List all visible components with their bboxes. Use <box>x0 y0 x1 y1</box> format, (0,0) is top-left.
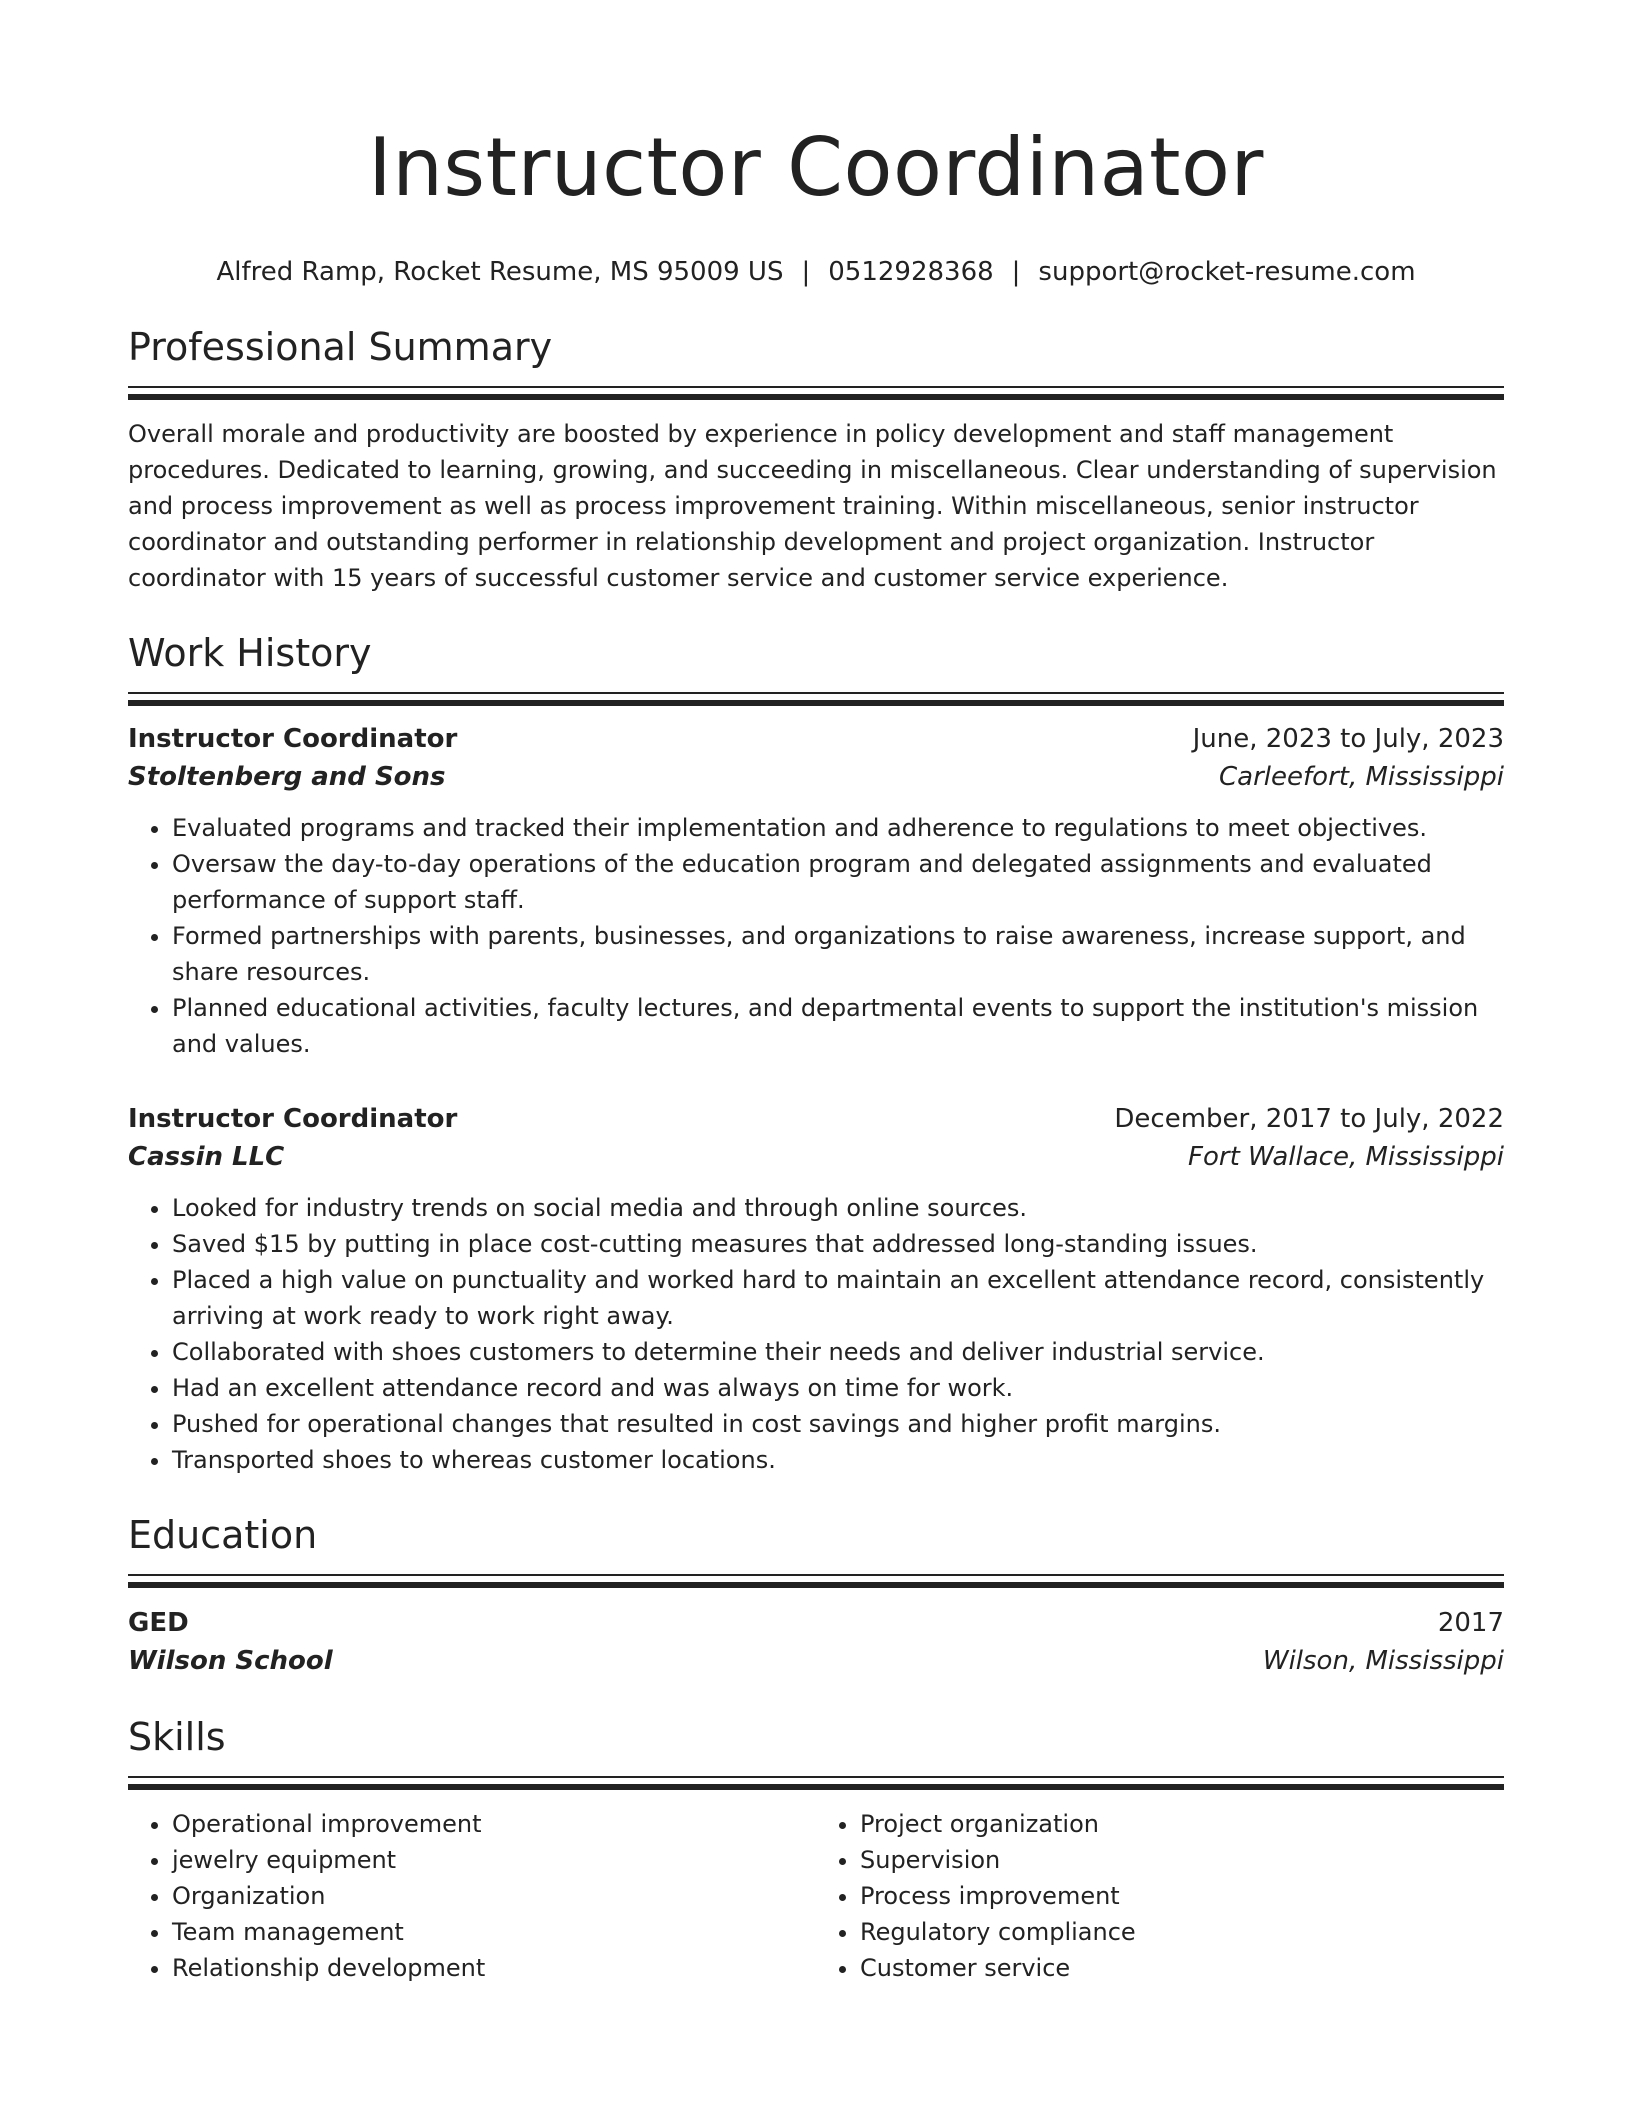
skills-column-left <box>128 1806 816 1986</box>
job-entry <box>128 1100 1504 1478</box>
education-school: Wilson School <box>128 1646 333 1676</box>
list-item: • jewelry equipment <box>172 1842 816 1878</box>
contact-email: support@rocket-resume.com <box>1038 257 1416 287</box>
job-entry <box>128 720 1504 1062</box>
skills-heading: Skills <box>128 1715 226 1759</box>
education-location: Wilson, Mississippi <box>1262 1646 1504 1676</box>
skills-section <box>128 1712 1504 1986</box>
job-location: Carleefort, Mississippi <box>1219 762 1504 792</box>
list-item: • Relationship development <box>172 1950 816 1986</box>
education-year: 2017 <box>1437 1608 1504 1638</box>
list-item: • Customer service <box>860 1950 1504 1986</box>
job-bullets <box>128 810 1504 1062</box>
list-item: • Saved $15 by putting in place cost-cutting measures that addressed long-standing issues. <box>172 1226 1504 1262</box>
list-item: • Project organization <box>860 1806 1504 1842</box>
list-item: • Pushed for operational changes that resulted in cost savings and higher profit margins. <box>172 1406 1504 1442</box>
list-item: • Evaluated programs and tracked their implementation and adherence to regulations to meet objectives. <box>172 810 1504 846</box>
section-divider <box>128 386 1504 400</box>
work-section <box>128 628 1504 1478</box>
list-item: • Oversaw the day-to-day operations of the education program and delegated assignments and evaluated performance of support staff. <box>172 846 1504 918</box>
section-divider <box>128 1574 1504 1588</box>
list-item: • Looked for industry trends on social media and through online sources. <box>172 1190 1504 1226</box>
list-item: • Operational improvement <box>172 1806 816 1842</box>
list-item: • Supervision <box>860 1842 1504 1878</box>
skills-column-right <box>816 1806 1504 1986</box>
list-item: • Had an excellent attendance record and was always on time for work. <box>172 1370 1504 1406</box>
section-divider <box>128 1776 1504 1790</box>
summary-text: Overall morale and productivity are boosted by experience in policy development and staff management procedures. Dedicated to learning, growing, and succeeding in miscellaneous. Clear understanding of supervision and process improvement as well as process improvement training. Within miscellaneous, senior instructor coordinator and outstanding performer in relationship development and project organization. Instructor coordinator with 15 years of successful customer service and customer service experience. <box>128 420 1497 592</box>
list-item: • Collaborated with shoes customers to determine their needs and deliver industrial service. <box>172 1334 1504 1370</box>
list-item: • Regulatory compliance <box>860 1914 1504 1950</box>
job-title: Instructor Coordinator <box>128 724 458 754</box>
skills-list <box>128 1806 1504 1986</box>
contact-separator: | <box>1011 257 1021 287</box>
contact-line <box>128 254 1504 290</box>
job-bullets <box>128 1190 1504 1478</box>
contact-address: Alfred Ramp, Rocket Resume, MS 95009 US <box>216 257 784 287</box>
section-divider <box>128 692 1504 706</box>
summary-heading: Professional Summary <box>128 325 553 369</box>
list-item: • Placed a high value on punctuality and worked hard to maintain an excellent attendance record, consistently arriving at work ready to work right away. <box>172 1262 1504 1334</box>
summary-section <box>128 322 1504 596</box>
job-company: Cassin LLC <box>128 1142 285 1172</box>
list-item: • Team management <box>172 1914 816 1950</box>
list-item: • Organization <box>172 1878 816 1914</box>
education-section <box>128 1510 1504 1680</box>
page-title: Instructor Coordinator <box>368 121 1264 214</box>
list-item: • Planned educational activities, faculty lectures, and departmental events to support the institution's mission and values. <box>172 990 1504 1062</box>
job-company: Stoltenberg and Sons <box>128 762 446 792</box>
education-heading: Education <box>128 1513 318 1557</box>
list-item: • Transported shoes to whereas customer locations. <box>172 1442 1504 1478</box>
list-item: • Formed partnerships with parents, businesses, and organizations to raise awareness, increase support, and share resources. <box>172 918 1504 990</box>
contact-phone: 0512928368 <box>828 257 994 287</box>
work-heading: Work History <box>128 631 372 675</box>
job-title: Instructor Coordinator <box>128 1104 458 1134</box>
job-dates: June, 2023 to July, 2023 <box>1192 724 1504 754</box>
list-item: • Process improvement <box>860 1878 1504 1914</box>
education-degree: GED <box>128 1608 189 1638</box>
job-dates: December, 2017 to July, 2022 <box>1114 1104 1504 1134</box>
job-location: Fort Wallace, Mississippi <box>1188 1142 1504 1172</box>
contact-separator: | <box>801 257 811 287</box>
education-entry <box>128 1604 1504 1680</box>
